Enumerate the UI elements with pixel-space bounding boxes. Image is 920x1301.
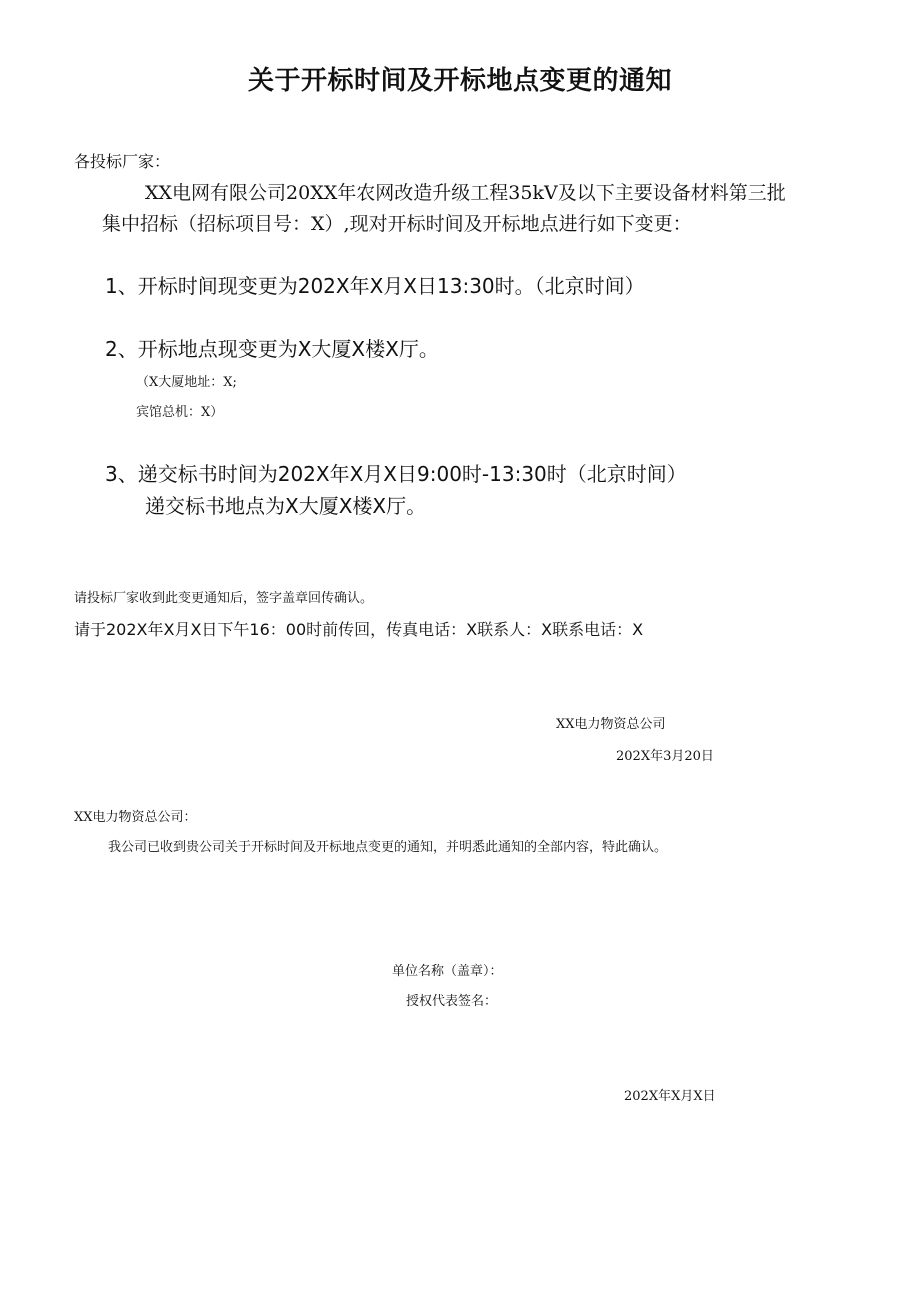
page-title: 关于开标时间及开标地点变更的通知 [247,66,672,96]
confirmation-date: 202X年X月X日 [624,1089,716,1104]
change-item-2: 2、开标地点现变更为X大厦X楼X厅。 [105,337,439,361]
notice-date: 202X年3月20日 [616,749,714,764]
change-item-3-location: 递交标书地点为X大厦X楼X厅。 [145,494,427,518]
representative-signature-label: 授权代表签名： [406,994,498,1009]
request-confirmation: 请投标厂家收到此变更通知后，签字盖章回传确认。 [74,591,374,606]
unit-name-label: 单位名称（盖章）： [392,964,503,979]
intro-line-1: XX电网有限公司20XX年农网改造升级工程35kV及以下主要设备材料第三批 [145,182,786,204]
confirmation-body: 我公司已收到贵公司关于开标时间及开标地点变更的通知，并明悉此通知的全部内容，特此确认。 [108,840,668,855]
request-deadline: 请于202X年X月X日下午16：00时前传回，传真电话：X联系人：X联系电话：X [74,620,644,639]
item2-note-phone: 宾馆总机：X） [136,405,224,420]
sender-name: XX电力物资总公司 [556,717,666,732]
intro-line-2: 集中招标（招标项目号：X）,现对开标时间及开标地点进行如下变更： [102,213,692,235]
confirmation-addressee: XX电力物资总公司： [74,810,197,825]
change-item-1: 1、开标时间现变更为202X年X月X日13:30时。（北京时间） [105,274,645,298]
item2-note-address: （X大厦地址：X; [136,375,237,390]
salutation: 各投标厂家： [74,152,171,171]
change-item-3: 3、递交标书时间为202X年X月X日9:00时-13:30时（北京时间） [105,462,687,486]
